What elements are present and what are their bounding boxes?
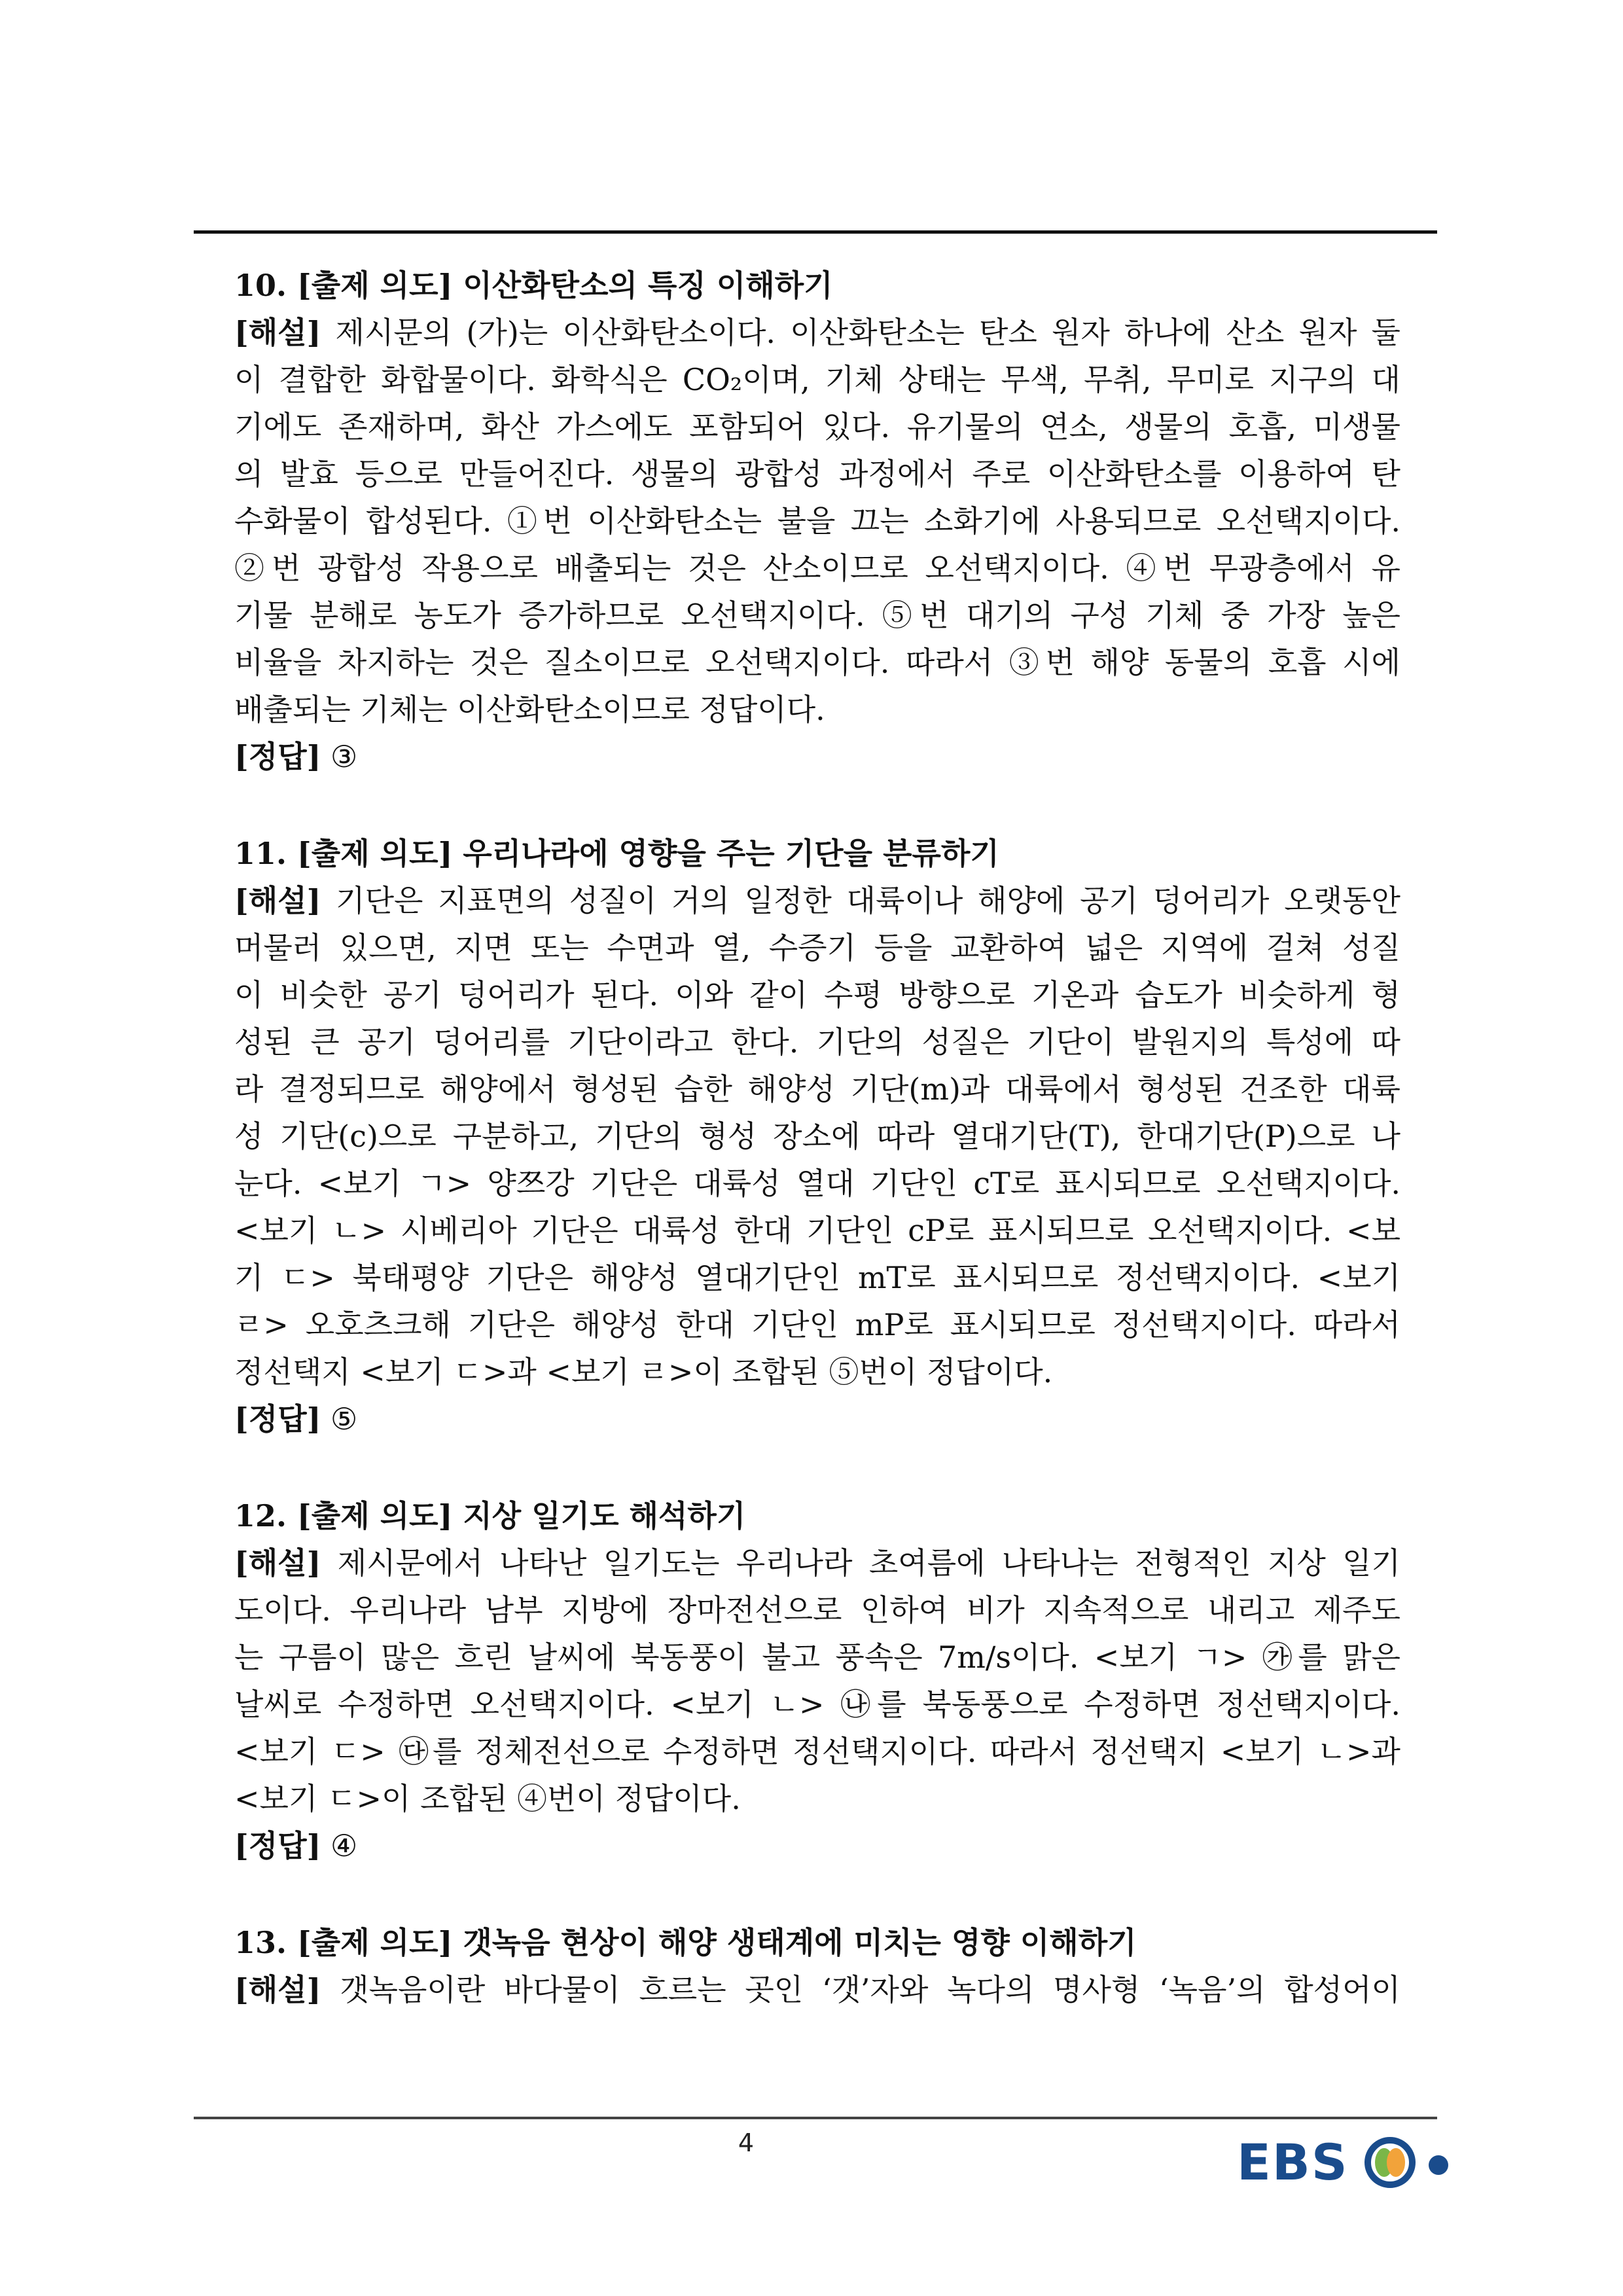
explanation-label: [해설] xyxy=(234,1972,321,2007)
explanation-line: 도이다. 우리나라 남부 지방에 장마전선으로 인하여 비가 지속적으로 내리고 제주도 xyxy=(234,1592,1400,1628)
answer-value: ⑤ xyxy=(321,1401,358,1437)
explanation-label: [해설] xyxy=(234,315,321,350)
answer-line xyxy=(234,1822,1400,1869)
ebs-logo-text: EBS xyxy=(1237,2133,1349,2191)
footer-rule xyxy=(194,2117,1437,2119)
explanation-line: 성된 큰 공기 덩어리를 기단이라고 한다. 기단의 성질은 기단이 발원지의 특성에 따 xyxy=(234,1024,1400,1060)
question-title: 13. [출제 의도] 갯녹음 현상이 해양 생태계에 미치는 영향 이해하기 xyxy=(234,1925,1137,1960)
explanation-line: 의 발효 등으로 만들어진다. 생물의 광합성 과정에서 주로 이산화탄소를 이용하여 탄 xyxy=(234,456,1400,492)
explanation-line: 머물러 있으면, 지면 또는 수면과 열, 수증기 등을 교환하여 넓은 지역에 걸쳐 성질 xyxy=(234,930,1400,965)
explanation-line: [해설] 기단은 지표면의 성질이 거의 일정한 대륙이나 해양에 공기 덩어리가 오랫동안 xyxy=(234,883,1400,918)
question-10 xyxy=(234,262,1400,780)
question-13 xyxy=(234,1919,1400,2013)
answer-line xyxy=(234,1395,1400,1443)
answer-line xyxy=(234,733,1400,780)
document-body xyxy=(234,262,1400,2013)
explanation-line: 날씨로 수정하면 오선택지이다. <보기 ㄴ> ㉯를 북동풍으로 수정하면 정선택지이다. xyxy=(234,1687,1400,1722)
explanation-line: 는 구름이 많은 흐린 날씨에 북동풍이 불고 풍속은 7m/s이다. <보기 ㄱ> ㉮를 맑은 xyxy=(234,1640,1400,1675)
explanation-line: 수화물이 합성된다. ①번 이산화탄소는 불을 끄는 소화기에 사용되므로 오선택지이다. xyxy=(234,503,1400,539)
explanation-line: 라 결정되므로 해양에서 형성된 습한 해양성 기단(m)과 대륙에서 형성된 건조한 대륙 xyxy=(234,1071,1400,1107)
explanation-line: 기에도 존재하며, 화산 가스에도 포함되어 있다. 유기물의 연소, 생물의 호흡, 미생물 xyxy=(234,409,1400,444)
header-rule xyxy=(194,230,1437,234)
explanation-line: 기물 분해로 농도가 증가하므로 오선택지이다. ⑤번 대기의 구성 기체 중 가장 높은 xyxy=(234,598,1400,633)
explanation-label: [해설] xyxy=(234,1545,321,1581)
question-12 xyxy=(234,1492,1400,1869)
question-title: 12. [출제 의도] 지상 일기도 해석하기 xyxy=(234,1498,746,1534)
answer-label: [정답] xyxy=(234,1828,321,1863)
explanation-line: <보기 ㄷ>이 조합된 ④번이 정답이다. xyxy=(234,1781,741,1816)
explanation-line: [해설] 제시문의 (가)는 이산화탄소이다. 이산화탄소는 탄소 원자 하나에 산소 원자 둘 xyxy=(234,315,1400,350)
explanation-line: 성 기단(c)으로 구분하고, 기단의 형성 장소에 따라 열대기단(T), 한대기단(P)으로 나 xyxy=(234,1119,1400,1154)
explanation-line: <보기 ㄴ> 시베리아 기단은 대륙성 한대 기단인 cP로 표시되므로 오선택지이다. <보 xyxy=(234,1213,1400,1248)
explanation-label: [해설] xyxy=(234,883,321,918)
explanation-line: ㄹ> 오호츠크해 기단은 해양성 한대 기단인 mP로 표시되므로 정선택지이다. 따라서 xyxy=(234,1307,1400,1342)
explanation-line: <보기 ㄷ> ㉰를 정체전선으로 수정하면 정선택지이다. 따라서 정선택지 <보기 ㄴ>과 xyxy=(234,1734,1400,1769)
answer-value: ③ xyxy=(321,739,358,774)
ebs-logo-dot xyxy=(1429,2155,1448,2175)
explanation-line: 눈다. <보기 ㄱ> 양쯔강 기단은 대륙성 열대 기단인 cT로 표시되므로 오선택지이다. xyxy=(234,1166,1400,1201)
answer-value: ④ xyxy=(321,1828,358,1863)
explanation-line: 이 비슷한 공기 덩어리가 된다. 이와 같이 수평 방향으로 기온과 습도가 비슷하게 형 xyxy=(234,977,1400,1013)
explanation-line: 이 결합한 화합물이다. 화학식은 CO₂이며, 기체 상태는 무색, 무취, 무미로 지구의 대 xyxy=(234,362,1400,397)
explanation-line: 기 ㄷ> 북태평양 기단은 해양성 열대기단인 mT로 표시되므로 정선택지이다. <보기 xyxy=(234,1260,1400,1295)
explanation-line: [해설] 갯녹음이란 바다물이 흐르는 곳인 ‘갯’자와 녹다의 명사형 ‘녹음’의 합성어이 xyxy=(234,1972,1400,2007)
explanation-line: [해설] 제시문에서 나타난 일기도는 우리나라 초여름에 나타나는 전형적인 지상 일기 xyxy=(234,1545,1400,1581)
explanation-line: ②번 광합성 작용으로 배출되는 것은 산소이므로 오선택지이다. ④번 무광층에서 유 xyxy=(234,550,1400,586)
question-11 xyxy=(234,830,1400,1443)
page-number: 4 xyxy=(738,2128,755,2157)
answer-label: [정답] xyxy=(234,739,321,774)
ebs-logo xyxy=(1237,2127,1459,2199)
explanation-line: 배출되는 기체는 이산화탄소이므로 정답이다. xyxy=(234,692,825,727)
answer-label: [정답] xyxy=(234,1401,321,1437)
explanation-line: 비율을 차지하는 것은 질소이므로 오선택지이다. 따라서 ③번 해양 동물의 호흡 시에 xyxy=(234,645,1400,680)
ebs-logo-orange-leaf xyxy=(1387,2148,1405,2177)
question-title: 10. [출제 의도] 이산화탄소의 특징 이해하기 xyxy=(234,268,833,303)
question-title: 11. [출제 의도] 우리나라에 영향을 주는 기단을 분류하기 xyxy=(234,836,999,871)
explanation-line: 정선택지 <보기 ㄷ>과 <보기 ㄹ>이 조합된 ⑤번이 정답이다. xyxy=(234,1354,1053,1390)
